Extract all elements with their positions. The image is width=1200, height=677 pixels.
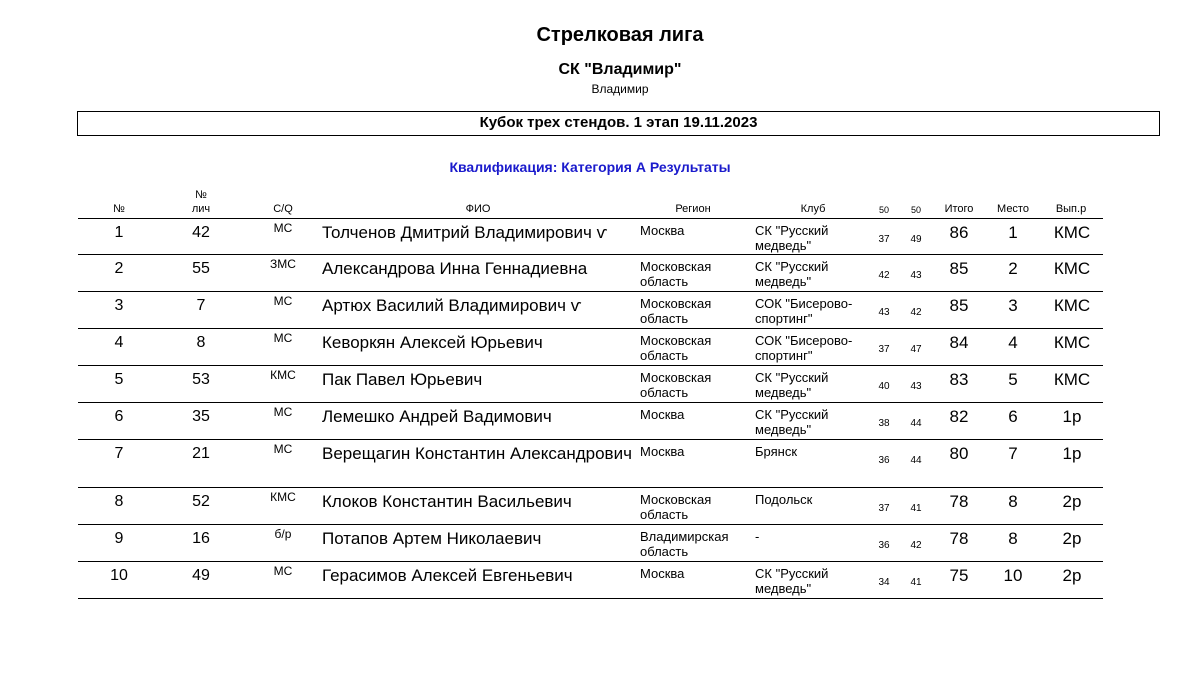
bib-number: 21 — [192, 445, 210, 462]
region: Москва — [640, 566, 685, 581]
col-place: Место — [997, 203, 1029, 215]
qualification: МС — [273, 331, 293, 345]
total-score: 85 — [949, 296, 969, 315]
athlete-name: Потапов Артем Николаевич — [322, 529, 542, 548]
series-2-score: 44 — [910, 455, 922, 466]
col-region: Регион — [675, 203, 711, 215]
rank-achieved: 1р — [1062, 444, 1082, 463]
bib-number: 35 — [192, 408, 210, 425]
series-2-score: 44 — [910, 418, 922, 429]
qualification: б/р — [274, 527, 292, 541]
table-row — [78, 488, 1103, 525]
club-name: СК "Русский медведь" — [755, 259, 829, 289]
col-bib-top: № — [195, 189, 207, 201]
col-total: Итого — [944, 203, 974, 215]
table-row — [78, 292, 1103, 329]
club-name: СОК "Бисерово-спортинг" — [755, 296, 853, 326]
bib-number: 42 — [192, 224, 210, 241]
club-name: СК "Русский медведь" — [755, 370, 829, 400]
results-table — [78, 186, 1103, 599]
region: Московская область — [640, 370, 712, 400]
series-1-score: 34 — [878, 577, 890, 588]
place: 2 — [1008, 259, 1018, 278]
place: 8 — [1008, 492, 1018, 511]
place: 10 — [1003, 566, 1023, 585]
club-name: СК "Русский медведь" — [755, 566, 829, 596]
place: 6 — [1008, 407, 1018, 426]
club-name: - — [755, 529, 760, 544]
row-number: 1 — [114, 224, 124, 241]
series-1-score: 38 — [878, 418, 890, 429]
total-score: 83 — [949, 370, 969, 389]
club-name: СК "Русский медведь" — [755, 407, 829, 437]
rank-achieved: КМС — [1053, 370, 1091, 389]
table-row — [78, 440, 1103, 488]
bib-number: 52 — [192, 493, 210, 510]
rank-achieved: 2р — [1062, 492, 1082, 511]
club-name: СК "Русский медведь" — [755, 223, 829, 253]
total-score: 84 — [949, 333, 969, 352]
total-score: 86 — [949, 223, 969, 242]
col-no: № — [113, 203, 125, 215]
series-2-score: 42 — [910, 540, 922, 551]
rank-achieved: 1р — [1062, 407, 1082, 426]
rank-achieved: 2р — [1062, 529, 1082, 548]
athlete-name: Клоков Константин Васильевич — [322, 492, 572, 511]
table-row — [78, 255, 1103, 292]
row-number: 6 — [114, 408, 124, 425]
row-number: 3 — [114, 297, 124, 314]
series-2-score: 47 — [910, 344, 922, 355]
col-bib-bottom: лич — [191, 203, 211, 215]
place: 8 — [1008, 529, 1018, 548]
series-2-score: 41 — [910, 503, 922, 514]
total-score: 78 — [949, 529, 969, 548]
region: Москва — [640, 444, 685, 459]
col-series-1: 50 — [878, 205, 889, 215]
row-number: 2 — [114, 260, 124, 277]
bib-number: 53 — [192, 371, 210, 388]
series-1-score: 37 — [878, 503, 890, 514]
region: Москва — [640, 223, 685, 238]
col-name: ФИО — [465, 203, 491, 215]
table-row — [78, 525, 1103, 562]
bib-number: 7 — [196, 297, 206, 314]
qualification: МС — [273, 442, 293, 456]
place: 5 — [1008, 370, 1018, 389]
place: 1 — [1008, 223, 1018, 242]
series-1-score: 37 — [878, 234, 890, 245]
region: Московская область — [640, 333, 712, 363]
athlete-name: Герасимов Алексей Евгеньевич — [322, 566, 573, 585]
series-2-score: 41 — [910, 577, 922, 588]
place: 3 — [1008, 296, 1018, 315]
row-number: 10 — [110, 567, 128, 584]
athlete-name: Артюх Василий Владимирович ѵ — [322, 296, 582, 315]
row-number: 4 — [114, 334, 124, 351]
total-score: 80 — [949, 444, 969, 463]
series-2-score: 43 — [910, 381, 922, 392]
rank-achieved: КМС — [1053, 296, 1091, 315]
club-name: Подольск — [755, 492, 813, 507]
row-number: 9 — [114, 530, 124, 547]
place: 7 — [1008, 444, 1018, 463]
series-2-score: 49 — [910, 234, 922, 245]
document-title: Стрелковая лига — [536, 24, 704, 46]
row-number: 7 — [114, 445, 124, 462]
table-header — [78, 186, 1103, 219]
col-rank: Вып.р — [1055, 203, 1087, 215]
athlete-name: Пак Павел Юрьевич — [322, 370, 483, 389]
athlete-name: Александрова Инна Геннадиевна — [322, 259, 588, 278]
organizer-city: Владимир — [591, 82, 649, 96]
place: 4 — [1008, 333, 1018, 352]
qualification: МС — [273, 294, 293, 308]
region: Московская область — [640, 296, 712, 326]
region: Московская область — [640, 259, 712, 289]
total-score: 82 — [949, 407, 969, 426]
qualification: МС — [273, 564, 293, 578]
series-1-score: 37 — [878, 344, 890, 355]
athlete-name: Кеворкян Алексей Юрьевич — [322, 333, 543, 352]
rank-achieved: 2р — [1062, 566, 1082, 585]
table-row — [78, 329, 1103, 366]
qualification: МС — [273, 405, 293, 419]
bib-number: 16 — [192, 530, 210, 547]
club-name: Брянск — [755, 444, 798, 459]
club-name: СОК "Бисерово-спортинг" — [755, 333, 853, 363]
rank-achieved: КМС — [1053, 259, 1091, 278]
qualification: ЗМС — [270, 257, 296, 271]
region: Владимирская область — [640, 529, 729, 559]
athlete-name: Толченов Дмитрий Владимирович ѵ — [322, 223, 608, 242]
series-2-score: 43 — [910, 270, 922, 281]
qualification: КМС — [270, 490, 296, 504]
qualification: КМС — [270, 368, 296, 382]
table-row — [78, 562, 1103, 599]
qualification: МС — [273, 221, 293, 235]
rank-achieved: КМС — [1053, 333, 1091, 352]
series-1-score: 42 — [878, 270, 890, 281]
bib-number: 49 — [192, 567, 210, 584]
bib-number: 55 — [192, 260, 210, 277]
athlete-name: Лемешко Андрей Вадимович — [322, 407, 552, 426]
row-number: 5 — [114, 371, 124, 388]
athlete-name: Верещагин Константин Александрович — [322, 444, 632, 463]
rank-achieved: КМС — [1053, 223, 1091, 242]
series-1-score: 40 — [878, 381, 890, 392]
col-cq: С/Q — [273, 203, 293, 215]
region: Москва — [640, 407, 685, 422]
table-row — [78, 403, 1103, 440]
row-number: 8 — [114, 493, 124, 510]
col-club: Клуб — [800, 203, 826, 215]
col-series-2: 50 — [910, 205, 921, 215]
table-row — [78, 366, 1103, 403]
event-title: Кубок трех стендов. 1 этап 19.11.2023 — [77, 111, 1160, 136]
region: Московская область — [640, 492, 712, 522]
table-row — [78, 219, 1103, 255]
section-title: Квалификация: Категория А Результаты — [449, 159, 731, 175]
series-1-score: 36 — [878, 540, 890, 551]
bib-number: 8 — [196, 334, 206, 351]
total-score: 78 — [949, 492, 969, 511]
organizer-club: СК "Владимир" — [558, 61, 682, 78]
series-1-score: 36 — [878, 455, 890, 466]
total-score: 75 — [949, 566, 969, 585]
total-score: 85 — [949, 259, 969, 278]
series-2-score: 42 — [910, 307, 922, 318]
series-1-score: 43 — [878, 307, 890, 318]
